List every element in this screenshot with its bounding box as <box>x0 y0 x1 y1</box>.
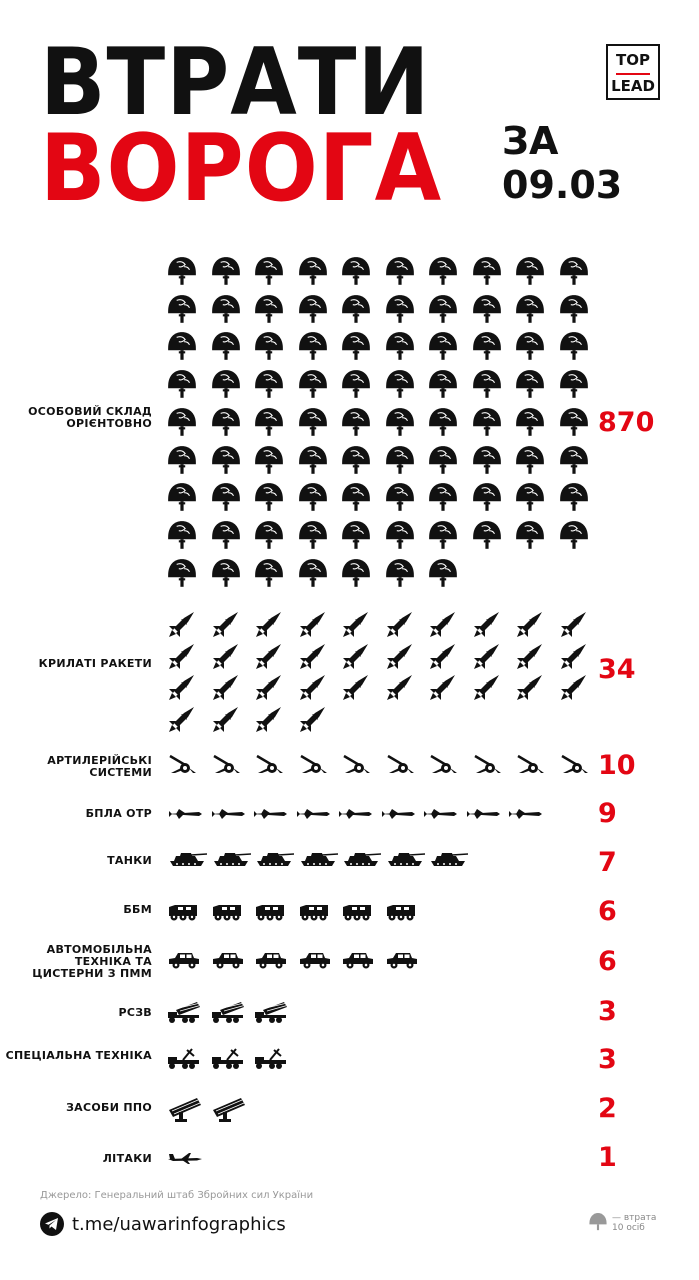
missile-icon <box>385 609 415 639</box>
telegram-url[interactable]: t.me/uawarinfographics <box>72 1213 286 1235</box>
artillery-icon <box>559 752 589 774</box>
helmet-icon <box>341 445 371 477</box>
logo-bottom-text: LEAD <box>611 77 655 95</box>
helmet-icon <box>385 407 415 439</box>
helmet-icon <box>472 407 502 439</box>
helmet-icon <box>298 294 328 326</box>
missile-icon <box>211 704 241 734</box>
source-note: Джерело: Генеральний штаб Збройних сил України <box>40 1190 314 1201</box>
helmet-icon <box>341 256 371 288</box>
missile-icon <box>254 609 284 639</box>
tank-icon <box>298 851 338 867</box>
helmet-icon <box>385 369 415 401</box>
drone-icon <box>422 808 458 820</box>
helmet-icon <box>254 407 284 439</box>
helmet-icon <box>211 445 241 477</box>
missile-icon <box>559 609 589 639</box>
helmet-icon <box>298 520 328 552</box>
telegram-icon <box>40 1212 64 1236</box>
row-label: БПЛА ОТР <box>85 807 152 820</box>
row-label: СПЕЦІАЛЬНА ТЕХНІКА <box>5 1049 152 1062</box>
missile-icon <box>298 704 328 734</box>
missile-icon <box>298 672 328 702</box>
tank-icon <box>254 851 294 867</box>
helmet-icon <box>472 369 502 401</box>
row-label: АВТОМОБІЛЬНА ТЕХНІКА ТА ЦИСТЕРНИ З ПММ <box>32 943 152 980</box>
helmet-icon <box>211 520 241 552</box>
helmet-icon <box>559 520 589 552</box>
apc-icon <box>254 903 286 921</box>
row-label: АРТИЛЕРІЙСЬКІ СИСТЕМИ <box>47 754 152 779</box>
helmet-icon <box>298 407 328 439</box>
missile-icon <box>211 641 241 671</box>
apc-icon <box>385 903 417 921</box>
helmet-icon <box>211 256 241 288</box>
helmet-icon <box>515 294 545 326</box>
row-value: 7 <box>598 847 617 878</box>
brand-logo <box>606 44 660 100</box>
date: 09.03 <box>502 163 623 207</box>
row-label: ТАНКИ <box>107 854 152 867</box>
helmet-icon <box>211 294 241 326</box>
vehicle-icon <box>385 951 419 969</box>
tank-icon <box>341 851 381 867</box>
artillery-icon <box>385 752 415 774</box>
helmet-icon <box>341 482 371 514</box>
row-value: 6 <box>598 896 617 927</box>
helmet-icon <box>298 445 328 477</box>
helmet-icon <box>254 256 284 288</box>
helmet-icon <box>559 445 589 477</box>
helmet-icon <box>385 520 415 552</box>
helmet-icon <box>559 369 589 401</box>
missile-icon <box>385 641 415 671</box>
date-prefix: ЗА <box>502 119 559 163</box>
helmet-icon <box>428 294 458 326</box>
drone-icon <box>167 808 203 820</box>
vehicle-icon <box>211 951 245 969</box>
helmet-icon <box>167 294 197 326</box>
row-value: 10 <box>598 750 636 781</box>
vehicle-icon <box>254 951 288 969</box>
helmet-icon <box>428 256 458 288</box>
legend-line-1: — втрата <box>612 1213 657 1223</box>
row-value: 870 <box>598 407 655 438</box>
drone-icon <box>295 808 331 820</box>
missile-icon <box>167 672 197 702</box>
artillery-icon <box>167 752 197 774</box>
missile-icon <box>298 609 328 639</box>
helmet-icon <box>254 558 284 590</box>
air-defense-icon <box>167 1096 203 1122</box>
row-label: ЗАСОБИ ППО <box>66 1101 152 1114</box>
missile-icon <box>167 704 197 734</box>
helmet-icon <box>385 558 415 590</box>
artillery-icon <box>211 752 241 774</box>
telegram-link[interactable] <box>40 1212 286 1236</box>
mlrs-icon <box>211 1001 245 1023</box>
missile-icon <box>341 641 371 671</box>
tank-icon <box>167 851 207 867</box>
helmet-icon <box>167 520 197 552</box>
tank-icon <box>211 851 251 867</box>
helmet-legend-icon <box>588 1212 608 1234</box>
helmet-icon <box>472 294 502 326</box>
helmet-icon <box>167 369 197 401</box>
missile-icon <box>211 609 241 639</box>
helmet-icon <box>298 482 328 514</box>
helmet-icon <box>341 294 371 326</box>
helmet-icon <box>254 445 284 477</box>
title-line-1: ВТРАТИ <box>40 28 431 137</box>
helmet-icon <box>559 331 589 363</box>
special-vehicle-icon <box>254 1047 288 1069</box>
special-vehicle-icon <box>211 1047 245 1069</box>
artillery-icon <box>341 752 371 774</box>
helmet-icon <box>298 256 328 288</box>
helmet-icon <box>298 331 328 363</box>
apc-icon <box>167 903 199 921</box>
helmet-icon <box>428 407 458 439</box>
helmet-icon <box>472 520 502 552</box>
aircraft-icon <box>167 1151 203 1165</box>
missile-icon <box>385 672 415 702</box>
row-value: 34 <box>598 654 636 685</box>
helmet-icon <box>341 407 371 439</box>
missile-icon <box>472 672 502 702</box>
helmet-icon <box>298 369 328 401</box>
helmet-icon <box>385 482 415 514</box>
row-value: 9 <box>598 798 617 829</box>
tank-icon <box>385 851 425 867</box>
row-label: РСЗВ <box>118 1006 152 1019</box>
row-value: 6 <box>598 946 617 977</box>
helmet-icon <box>559 256 589 288</box>
row-label: ЛІТАКИ <box>102 1152 152 1165</box>
helmet-icon <box>472 331 502 363</box>
artillery-icon <box>515 752 545 774</box>
helmet-icon <box>472 445 502 477</box>
vehicle-icon <box>167 951 201 969</box>
missile-icon <box>428 641 458 671</box>
helmet-icon <box>211 558 241 590</box>
helmet-icon <box>385 256 415 288</box>
row-value: 2 <box>598 1093 617 1124</box>
title-line-2: ВОРОГА <box>40 114 443 223</box>
drone-icon <box>210 808 246 820</box>
helmet-icon <box>167 445 197 477</box>
missile-icon <box>298 641 328 671</box>
helmet-icon <box>515 482 545 514</box>
helmet-icon <box>167 256 197 288</box>
helmet-icon <box>559 294 589 326</box>
logo-top-text: TOP <box>616 51 650 69</box>
helmet-icon <box>515 369 545 401</box>
apc-icon <box>211 903 243 921</box>
row-label: ББМ <box>123 903 152 916</box>
helmet-icon <box>515 520 545 552</box>
helmet-icon <box>341 520 371 552</box>
helmet-icon <box>167 482 197 514</box>
helmet-icon <box>254 369 284 401</box>
missile-icon <box>472 641 502 671</box>
missile-icon <box>254 672 284 702</box>
missile-icon <box>559 672 589 702</box>
mlrs-icon <box>254 1001 288 1023</box>
missile-icon <box>254 641 284 671</box>
missile-icon <box>559 641 589 671</box>
helmet-icon <box>385 294 415 326</box>
missile-icon <box>167 609 197 639</box>
logo-divider <box>616 73 650 75</box>
helmet-icon <box>428 482 458 514</box>
helmet-icon <box>559 482 589 514</box>
helmet-icon <box>211 331 241 363</box>
helmet-icon <box>385 331 415 363</box>
helmet-icon <box>211 369 241 401</box>
helmet-icon <box>167 407 197 439</box>
drone-icon <box>380 808 416 820</box>
row-value: 3 <box>598 1044 617 1075</box>
helmet-icon <box>515 256 545 288</box>
vehicle-icon <box>298 951 332 969</box>
helmet-icon <box>515 445 545 477</box>
helmet-icon <box>341 331 371 363</box>
missile-icon <box>428 609 458 639</box>
drone-icon <box>337 808 373 820</box>
helmet-icon <box>428 445 458 477</box>
vehicle-icon <box>341 951 375 969</box>
missile-icon <box>254 704 284 734</box>
helmet-icon <box>211 407 241 439</box>
apc-icon <box>341 903 373 921</box>
helmet-icon <box>428 331 458 363</box>
helmet-icon <box>515 407 545 439</box>
helmet-icon <box>428 558 458 590</box>
helmet-icon <box>211 482 241 514</box>
helmet-icon <box>254 294 284 326</box>
artillery-icon <box>472 752 502 774</box>
helmet-icon <box>254 482 284 514</box>
apc-icon <box>298 903 330 921</box>
helmet-icon <box>167 558 197 590</box>
tank-icon <box>428 851 468 867</box>
row-label: КРИЛАТІ РАКЕТИ <box>38 657 152 670</box>
drone-icon <box>252 808 288 820</box>
artillery-icon <box>298 752 328 774</box>
helmet-icon <box>472 256 502 288</box>
helmet-icon <box>254 520 284 552</box>
helmet-icon <box>428 520 458 552</box>
missile-icon <box>167 641 197 671</box>
row-value: 3 <box>598 996 617 1027</box>
artillery-icon <box>254 752 284 774</box>
missile-icon <box>515 672 545 702</box>
helmet-icon <box>341 369 371 401</box>
drone-icon <box>465 808 501 820</box>
helmet-icon <box>298 558 328 590</box>
row-label: ОСОБОВИЙ СКЛАД ОРІЄНТОВНО <box>28 405 152 430</box>
helmet-icon <box>254 331 284 363</box>
air-defense-icon <box>211 1096 247 1122</box>
legend-line-2: 10 осіб <box>612 1223 645 1233</box>
missile-icon <box>515 609 545 639</box>
mlrs-icon <box>167 1001 201 1023</box>
special-vehicle-icon <box>167 1047 201 1069</box>
missile-icon <box>341 672 371 702</box>
helmet-icon <box>515 331 545 363</box>
missile-icon <box>341 609 371 639</box>
helmet-icon <box>472 482 502 514</box>
helmet-icon <box>167 331 197 363</box>
missile-icon <box>211 672 241 702</box>
missile-icon <box>515 641 545 671</box>
artillery-icon <box>428 752 458 774</box>
missile-icon <box>428 672 458 702</box>
unit-legend <box>588 1212 656 1234</box>
drone-icon <box>507 808 543 820</box>
helmet-icon <box>428 369 458 401</box>
helmet-icon <box>559 407 589 439</box>
helmet-icon <box>385 445 415 477</box>
missile-icon <box>472 609 502 639</box>
helmet-icon <box>341 558 371 590</box>
row-value: 1 <box>598 1142 617 1173</box>
